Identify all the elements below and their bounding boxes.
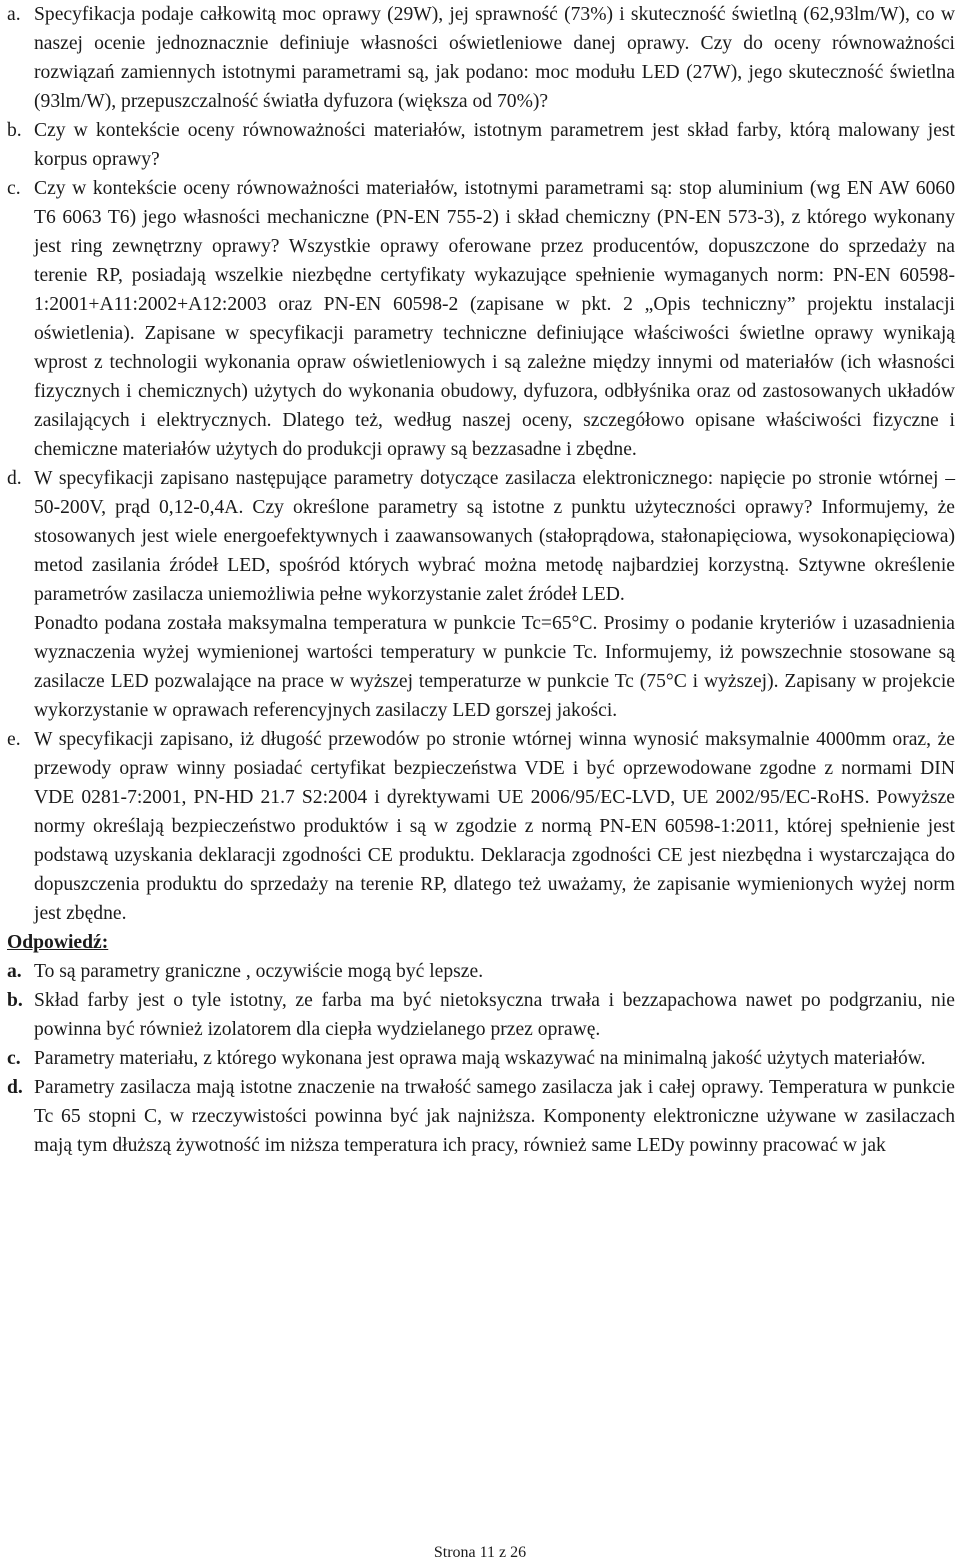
answer-text: To są parametry graniczne , oczywiście mogą być lepsze. [34,961,484,982]
answer-item-d [7,1073,955,1160]
answer-marker: c. [7,1048,21,1069]
question-paragraph: Czy w kontekście oceny równoważności materiałów, istotnymi parametrami są: stop aluminium (wg EN AW 6060 T6 6063 T6) jego własności mechaniczne (PN-EN 755-2) i skład chemiczny (PN-EN 573-3), z którego wykonany jest ring zewnętrzny oprawy? Wszystkie oprawy oferowane przez producentów, dopuszczone do sprzedaży na terenie RP, posiadają wszelkie niezbędne certyfikaty wykazujące spełnienie wymaganych norm: PN-EN 60598-1:2001+A11:2002+A12:2003 oraz PN-EN 60598-2 (zapisane w pkt. 2 „Opis techniczny” projektu instalacji oświetlenia). Zapisane w specyfikacji parametry techniczne definiujące właściwości świetlne oprawy wynikają wprost z technologii wykonania opraw oświetleniowych i są zależne między innymi od materiałów (ich własności fizycznych i chemicznych) użytych do wykonania obudowy, dyfuzora, odbłyśnika oraz od zastosowanych układów zasilających i elektrycznych. Dlatego też, według naszej oceny, szczegółowo opisane właściwości fizyczne i chemiczne materiałów użytych do produkcji oprawy są bezzasadne i zbędne. [34,178,955,460]
answer-text: Skład farby jest o tyle istotny, ze farba ma być nietoksyczna trwała i bezzapachowa nawet po podgrzaniu, nie powinna być również izolatorem dla ciepła wydzielanego przez oprawę. [34,990,955,1040]
page-number: Strona 11 z 26 [433,1544,527,1561]
question-item-b [7,116,955,174]
question-paragraph: Specyfikacja podaje całkowitą moc oprawy (29W), jej sprawność (73%) i skuteczność świetlną (62,93lm/W), co w naszej ocenie jednoznacznie definiuje własności oświetleniowe danej oprawy. Czy do oceny równoważności rozwiązań zamiennych istotnymi parametrami są, jak podano: moc modułu LED (27W), jego skuteczność świetlna (93lm/W), przepuszczalność światła dyfuzora (większa od 70%)? [34,4,955,112]
question-item-e [7,725,955,928]
answer-text: Parametry materiału, z którego wykonana jest oprawa mają wskazywać na minimalną jakość użytych materiałów. [34,1048,926,1069]
answer-heading: Odpowiedź: [7,932,109,953]
question-paragraph: Ponadto podana została maksymalna temperatura w punkcie Tc=65°C. Prosimy o podanie kryteriów i uzasadnienia wyznaczenia wyżej wymienionej wartości temperatury w punkcie Tc. Informujemy, iż powszechnie stosowane są zasilacze LED pozwalające na prace w wyższej temperaturze w punkcie Tc (75°C i wyższej). Zapisany w projekcie wykorzystanie w oprawach referencyjnych zasilaczy LED gorszej jakości. [34,613,955,721]
answer-item-b [7,986,955,1044]
question-item-c [7,174,955,464]
answer-marker: b. [7,990,23,1011]
question-paragraph: Czy w kontekście oceny równoważności materiałów, istotnym parametrem jest skład farby, którą malowany jest korpus oprawy? [34,120,955,170]
item-marker: e. [7,729,21,750]
question-item-a [7,0,955,116]
answer-item-c [7,1044,955,1073]
answer-text: Parametry zasilacza mają istotne znaczenie na trwałość samego zasilacza jak i całej oprawy. Temperatura w punkcie Tc 65 stopni C, w rzeczywistości powinna być jak najniższa. Komponenty elektroniczne używane w zasilaczach mają tym dłuższą żywotność im niższa temperatura ich pracy, również same LEDy powinny pracować w jak [34,1077,955,1156]
item-marker: d. [7,468,22,489]
item-marker: b. [7,120,22,141]
answer-marker: a. [7,961,22,982]
question-item-d [7,464,955,725]
question-paragraph: W specyfikacji zapisano następujące parametry dotyczące zasilacza elektronicznego: napięcie po stronie wtórnej – 50-200V, prąd 0,12-0,4A. Czy określone parametry są istotne z punktu użyteczności oprawy? Informujemy, że stosowanych jest wiele energoefektywnych i zaawansowanych (stałoprądowa, stałonapięciowa, wysokonapięciowa) metod zasilania źródeł LED, spośród których wybrać można metodę najbardziej korzystną. Sztywne określenie parametrów zasilacza uniemożliwia pełne wykorzystanie zalet źródeł LED. [34,468,955,605]
item-marker: c. [7,178,21,199]
document-body [7,0,955,1160]
item-marker: a. [7,4,21,25]
answer-marker: d. [7,1077,23,1098]
answer-item-a [7,957,955,986]
question-paragraph: W specyfikacji zapisano, iż długość przewodów po stronie wtórnej winna wynosić maksymalnie 4000mm oraz, że przewody opraw winny posiadać certyfikat bezpieczeństwa VDE i być oprzewodowane zgodne z normami DIN VDE 0281-7:2001, PN-HD 21.7 S2:2004 i dyrektywami UE 2006/95/EC-LVD, UE 2002/95/EC-RoHS. Powyższe normy określają bezpieczeństwo produktów i są w zgodzie z normą PN-EN 60598-1:2011, której spełnienie jest podstawą uzyskania deklaracji zgodności CE produktu. Deklaracja zgodności CE jest niezbędna i wystarczająca do dopuszczenia produktu do sprzedaży na terenie RP, dlatego też uważamy, że zapisanie wymienionych wyżej norm jest zbędne. [34,729,955,924]
